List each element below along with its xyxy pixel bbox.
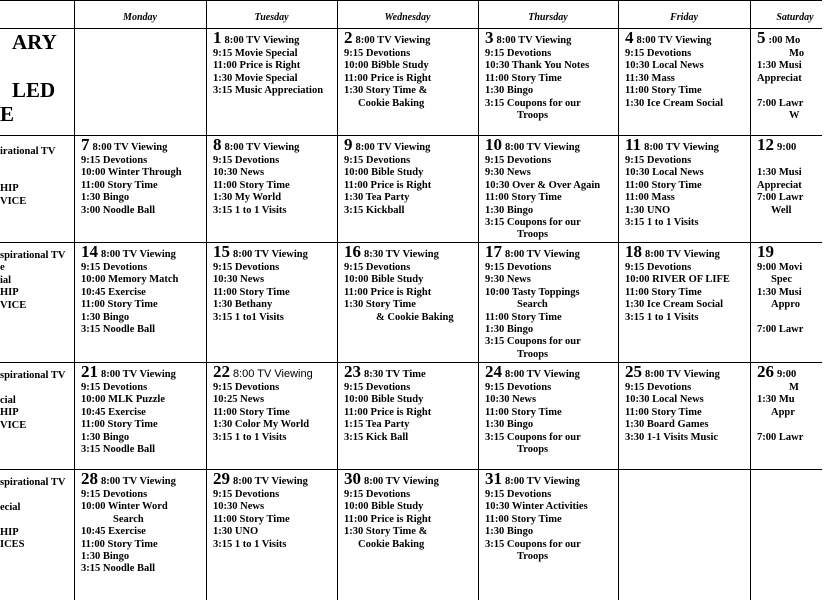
- day-cell-wednesday: [344, 137, 477, 217]
- sunday-cell: [0, 370, 65, 432]
- event-line: Appro: [771, 299, 800, 311]
- day-number: 29: [213, 469, 230, 488]
- event-line: 10:30 News: [213, 274, 265, 286]
- event-line: 9:15 Devotions: [485, 382, 552, 393]
- event-line: Appr: [771, 406, 795, 418]
- event-first: 9:00: [777, 142, 797, 153]
- grid-line: [206, 0, 207, 600]
- event-first: 8:00 TV Viewing: [233, 249, 308, 260]
- header-tuesday: Tuesday: [254, 12, 289, 23]
- event-line: 11:00 Story Time: [213, 179, 290, 191]
- event-line: 11:00 Story Time: [81, 179, 158, 191]
- day-number: 17: [485, 242, 502, 261]
- event-line: Cookie Baking: [358, 97, 425, 109]
- event-line: 10:30 Winter Activities: [485, 501, 588, 513]
- event-line: & Cookie Baking: [376, 311, 454, 323]
- event-line: 11:00 Price is Right: [344, 72, 432, 84]
- grid-line: [0, 0, 822, 1]
- event-line: 11:00 Story Time: [625, 406, 702, 418]
- event-first: 8:00 TV Viewing: [224, 35, 300, 46]
- day-cell-monday: [81, 244, 205, 336]
- sunday-line: HIP: [0, 407, 19, 419]
- sunday-line: [0, 514, 65, 526]
- day-cell-tuesday: [213, 364, 336, 444]
- event-line: 11:00 Story Time: [81, 299, 158, 311]
- event-first: 8:00 TV Viewing: [505, 369, 580, 380]
- header-friday: Friday: [670, 12, 698, 23]
- grid-line: [0, 28, 822, 29]
- day-cell-saturday: [757, 30, 839, 122]
- event-line: Troops: [517, 444, 549, 456]
- event-line: 11:00 Price is Right: [344, 179, 432, 191]
- event-line: 3:00 Noodle Ball: [81, 204, 156, 216]
- event-line: 9:15 Devotions: [625, 382, 692, 393]
- day-cell-monday: [81, 364, 205, 456]
- day-number: 7: [81, 135, 90, 154]
- grid-line: [750, 0, 751, 600]
- event-line: 9:15 Devotions: [485, 262, 552, 273]
- event-line: 9:15 Devotions: [213, 155, 280, 166]
- event-line: 1:30 Board Games: [625, 419, 709, 431]
- event-first: 8:00 TV Viewing: [505, 142, 580, 153]
- event-line: 9:15 Devotions: [485, 489, 552, 500]
- event-line: 1:30 Bingo: [81, 311, 130, 323]
- event-line: 9:15 Devotions: [625, 155, 692, 166]
- event-first: 8:00 TV Viewing: [644, 142, 719, 153]
- day-number: 22: [213, 362, 230, 381]
- event-line: 1:30 Story Time: [344, 299, 416, 311]
- day-cell-thursday: [485, 471, 617, 563]
- event-first: 8:00 TV Viewing: [355, 35, 431, 46]
- event-line: Cookie Baking: [358, 538, 425, 550]
- day-cell-thursday: [485, 137, 617, 242]
- sunday-line: HIP: [0, 287, 19, 299]
- event-line: 9:15 Devotions: [625, 262, 692, 273]
- event-line: M: [789, 382, 799, 393]
- sunday-line: cial: [0, 394, 16, 406]
- day-number: 5: [757, 28, 766, 47]
- event-line: 1:30 Bingo: [485, 204, 534, 216]
- event-line: 10:45 Exercise: [81, 286, 146, 298]
- day-cell-saturday: [757, 364, 839, 444]
- day-number: 12: [757, 135, 774, 154]
- event-first: 8:00 TV Viewing: [645, 249, 720, 260]
- event-line: 10:45 Exercise: [81, 526, 146, 538]
- day-number: 26: [757, 362, 774, 381]
- sunday-cell: [0, 250, 65, 312]
- day-cell-friday: [625, 137, 749, 229]
- event-line: 10:00 Tasty Toppings: [485, 286, 580, 298]
- event-line: 3:15 Kick Ball: [344, 431, 409, 443]
- event-line: Appreciat: [757, 72, 802, 84]
- event-line: 1:30 Mu: [757, 394, 795, 406]
- event-line: 11:00 Story Time: [625, 85, 702, 97]
- event-line: 10:00 Bi9ble Study: [344, 60, 429, 72]
- event-line: 11:00 Story Time: [485, 311, 562, 323]
- day-cell-tuesday: [213, 30, 336, 98]
- day-number: 28: [81, 469, 98, 488]
- event-line: 9:15 Devotions: [213, 382, 280, 393]
- event-line: 9:15 Devotions: [485, 48, 552, 59]
- event-line: 10:30 Over & Over Again: [485, 179, 601, 191]
- day-number: 25: [625, 362, 642, 381]
- day-number: 3: [485, 28, 494, 47]
- event-line: 9:15 Devotions: [81, 489, 148, 500]
- event-line: 10:00 Bible Study: [344, 501, 424, 513]
- event-line: 3:15 1 to1 Visits: [213, 311, 284, 323]
- event-first: 8:30 TV Time: [364, 369, 426, 380]
- day-number: 30: [344, 469, 361, 488]
- sunday-line: VICE: [0, 299, 27, 311]
- event-line: 9:15 Devotions: [344, 382, 411, 393]
- sunday-line: e: [0, 262, 5, 274]
- day-number: 23: [344, 362, 361, 381]
- event-line: Search: [517, 299, 548, 311]
- event-line: 10:30 Local News: [625, 394, 704, 406]
- event-line: [757, 155, 839, 167]
- event-line: 1:30 UNO: [213, 526, 259, 538]
- sunday-line: [0, 158, 56, 170]
- event-line: Search: [113, 513, 144, 525]
- event-line: Troops: [517, 348, 549, 360]
- day-number: 21: [81, 362, 98, 381]
- day-cell-monday: [81, 137, 205, 217]
- event-line: 3:15 Coupons for our: [485, 431, 581, 443]
- day-number: 1: [213, 28, 222, 47]
- event-line: 1:30 UNO: [625, 204, 671, 216]
- sunday-line: spirational TV: [0, 477, 66, 488]
- day-cell-friday: [625, 30, 749, 110]
- grid-line: [74, 0, 75, 600]
- event-line: 9:30 News: [485, 274, 531, 286]
- event-line: 1:30 Bingo: [485, 324, 534, 336]
- event-first: 8:00 TV Viewing: [233, 368, 313, 380]
- event-line: [757, 312, 839, 324]
- header-thursday: Thursday: [528, 12, 568, 23]
- event-line: 1:15 Tea Party: [344, 419, 410, 431]
- day-number: 31: [485, 469, 502, 488]
- event-line: 1:30 Color My World: [213, 419, 310, 431]
- day-number: 15: [213, 242, 230, 261]
- event-first: 8:00 TV Viewing: [636, 35, 712, 46]
- event-line: 9:15 Devotions: [485, 155, 552, 166]
- event-line: 10:30 News: [213, 501, 265, 513]
- event-line: 9:00 Movi: [757, 262, 803, 273]
- grid-line: [0, 362, 822, 363]
- sunday-line: VICE: [0, 419, 27, 431]
- event-line: 1:30 Tea Party: [344, 192, 410, 204]
- grid-line: [618, 0, 619, 600]
- event-line: 1:30 Bingo: [485, 419, 534, 431]
- event-first: 8:00 TV Viewing: [101, 249, 176, 260]
- day-cell-wednesday: [344, 30, 477, 110]
- event-line: 9:15 Devotions: [344, 155, 411, 166]
- event-line: 3:15 Coupons for our: [485, 538, 581, 550]
- sunday-line: ial: [0, 274, 12, 286]
- day-number: 2: [344, 28, 353, 47]
- event-first: 8:00 TV Viewing: [355, 142, 431, 153]
- event-line: 1:30 Musi: [757, 167, 802, 179]
- event-line: 3:15 Noodle Ball: [81, 444, 156, 456]
- event-line: 11:00 Story Time: [213, 406, 290, 418]
- event-line: 11:00 Price is Right: [213, 60, 301, 72]
- event-first: 8:00 TV Viewing: [233, 476, 308, 487]
- event-line: 11:00 Story Time: [213, 286, 290, 298]
- event-line: 11:00 Story Time: [485, 406, 562, 418]
- event-line: Troops: [517, 229, 549, 241]
- event-line: 10:30 News: [213, 167, 265, 179]
- event-line: 1:30 Ice Cream Social: [625, 97, 724, 109]
- event-line: 11:00 Story Time: [485, 513, 562, 525]
- event-line: 10:00 MLK Puzzle: [81, 394, 165, 406]
- event-line: 1:30 My World: [213, 192, 282, 204]
- sunday-cell: [0, 477, 65, 551]
- event-line: 9:15 Devotions: [344, 262, 411, 273]
- sunday-line: ICES: [0, 539, 25, 551]
- event-line: [757, 85, 839, 97]
- grid-line: [0, 242, 822, 243]
- day-number: 19: [757, 242, 774, 261]
- day-number: 9: [344, 135, 353, 154]
- sunday-line: VICE: [0, 195, 27, 207]
- event-line: 1:30 Bingo: [81, 192, 130, 204]
- header-monday: Monday: [123, 12, 157, 23]
- event-first: 8:00 TV Viewing: [101, 476, 176, 487]
- event-line: Spec: [771, 274, 792, 286]
- event-line: 3:15 Coupons for our: [485, 217, 581, 229]
- event-line: Appreciat: [757, 179, 802, 191]
- event-line: 3:15 Kickball: [344, 204, 405, 216]
- event-line: 3:15 1 to 1 Visits: [213, 538, 287, 550]
- header-saturday: Saturday: [776, 12, 814, 23]
- sunday-line: HIP: [0, 183, 19, 195]
- day-cell-thursday: [485, 364, 617, 456]
- event-line: 11:00 Story Time: [485, 192, 562, 204]
- event-line: 10:30 News: [485, 394, 537, 406]
- event-line: 11:00 Story Time: [81, 538, 158, 550]
- event-line: 10:45 Exercise: [81, 406, 146, 418]
- event-line: 1:30 Bingo: [485, 526, 534, 538]
- event-line: 10:00 Winter Through: [81, 167, 182, 179]
- grid-line: [478, 0, 479, 600]
- event-line: 9:15 Devotions: [81, 382, 148, 393]
- event-line: 1:30 Movie Special: [213, 72, 298, 84]
- event-line: 10:00 Winter Word: [81, 501, 168, 513]
- event-line: 7:00 Lawr: [757, 324, 804, 336]
- sunday-line: spirational TV: [0, 250, 66, 261]
- event-first: 8:00 TV Viewing: [92, 142, 168, 153]
- event-line: 3:30 1-1 Visits Music: [625, 431, 719, 443]
- event-line: 10:30 Local News: [625, 60, 704, 72]
- day-cell-wednesday: [344, 471, 477, 551]
- event-line: 9:15 Devotions: [213, 489, 280, 500]
- event-line: 11:00 Price is Right: [344, 286, 432, 298]
- day-cell-tuesday: [213, 471, 336, 551]
- day-cell-thursday: [485, 30, 617, 122]
- sunday-line: irational TV: [0, 146, 56, 157]
- event-line: Troops: [517, 110, 549, 122]
- event-line: 3:15 Music Appreciation: [213, 85, 324, 97]
- event-line: 7:00 Lawr: [757, 431, 804, 443]
- event-line: 10:30 Thank You Notes: [485, 60, 590, 72]
- event-line: 1:30 Bethany: [213, 299, 273, 311]
- event-line: 11:00 Story Time: [625, 286, 702, 298]
- event-line: Well: [771, 204, 792, 216]
- event-line: 3:15 1 to 1 Visits: [213, 431, 287, 443]
- event-line: 10:00 Bible Study: [344, 274, 424, 286]
- event-line: 3:15 1 to 1 Visits: [625, 311, 699, 323]
- day-cell-friday: [625, 364, 749, 444]
- event-first: 8:00 TV Viewing: [101, 369, 176, 380]
- event-first: 8:00 TV Viewing: [364, 476, 439, 487]
- event-line: 1:30 Story Time &: [344, 526, 428, 538]
- day-cell-tuesday: [213, 244, 336, 324]
- event-first: 8:00 TV Viewing: [505, 249, 580, 260]
- day-cell-wednesday: [344, 244, 477, 324]
- day-number: 24: [485, 362, 502, 381]
- event-line: 3:15 1 to 1 Visits: [625, 217, 699, 229]
- day-cell-thursday: [485, 244, 617, 361]
- event-line: 3:15 Noodle Ball: [81, 563, 156, 575]
- sunday-line: HIP: [0, 526, 19, 538]
- day-cell-friday: [625, 244, 749, 324]
- event-line: 10:00 Bible Study: [344, 167, 424, 179]
- sunday-line: ecial: [0, 501, 21, 513]
- event-line: 1:30 Bingo: [485, 85, 534, 97]
- event-line: 10:00 RIVER OF LIFE: [625, 274, 730, 286]
- event-line: 9:30 News: [485, 167, 531, 179]
- event-line: 1:30 Story Time &: [344, 85, 428, 97]
- calendar-title-line: E: [0, 102, 15, 126]
- grid-line: [337, 0, 338, 600]
- event-line: 11:00 Story Time: [485, 72, 562, 84]
- event-line: W: [789, 110, 800, 122]
- grid-line: [0, 469, 822, 470]
- event-line: [757, 419, 839, 431]
- event-line: 1:30 Musi: [757, 60, 802, 72]
- day-cell-tuesday: [213, 137, 336, 217]
- event-line: 11:00 Price is Right: [344, 513, 432, 525]
- event-first: 9:00: [777, 369, 797, 380]
- event-line: 9:15 Devotions: [81, 262, 148, 273]
- calendar-title-line: LED: [12, 78, 56, 102]
- event-line: 10:00 Bible Study: [344, 394, 424, 406]
- day-number: 14: [81, 242, 98, 261]
- day-number: 16: [344, 242, 361, 261]
- event-line: 1:30 Bingo: [81, 551, 130, 563]
- event-line: 11:00 Story Time: [213, 513, 290, 525]
- day-cell-wednesday: [344, 364, 477, 444]
- event-line: 11:30 Mass: [625, 72, 675, 84]
- event-line: 1:30 Musi: [757, 286, 802, 298]
- event-line: 3:15 Coupons for our: [485, 97, 581, 109]
- event-line: 9:15 Devotions: [344, 489, 411, 500]
- day-number: 11: [625, 135, 642, 154]
- event-line: 9:15 Devotions: [625, 48, 692, 59]
- sunday-line: [0, 489, 65, 501]
- day-cell-saturday: [757, 137, 839, 217]
- event-first: 8:00 TV Viewing: [505, 476, 580, 487]
- event-first: 8:00 TV Viewing: [224, 142, 300, 153]
- sunday-line: spirational TV: [0, 370, 66, 381]
- event-first: 8:30 TV Viewing: [364, 249, 439, 260]
- header-sunday: [0, 10, 74, 26]
- event-line: 9:15 Devotions: [344, 48, 411, 59]
- event-line: 10:30 Local News: [625, 167, 704, 179]
- day-number: 18: [625, 242, 642, 261]
- event-line: 11:00 Price is Right: [344, 406, 432, 418]
- event-line: 3:15 1 to 1 Visits: [213, 204, 287, 216]
- event-first: 8:00 TV Viewing: [496, 35, 572, 46]
- event-line: 1:30 Bingo: [81, 431, 130, 443]
- day-number: 4: [625, 28, 634, 47]
- day-number: 8: [213, 135, 222, 154]
- sunday-line: [0, 171, 56, 183]
- event-first: 8:00 TV Viewing: [645, 369, 720, 380]
- sunday-line: [0, 382, 65, 394]
- event-line: Mo: [789, 48, 805, 59]
- grid-line: [0, 135, 822, 136]
- event-line: 3:15 Coupons for our: [485, 336, 581, 348]
- day-cell-monday: [81, 471, 205, 576]
- event-line: 10:25 News: [213, 394, 265, 406]
- event-first: :00 Mo: [768, 35, 801, 46]
- event-line: 11:00 Story Time: [81, 419, 158, 431]
- event-line: Troops: [517, 551, 549, 563]
- event-line: 9:15 Movie Special: [213, 48, 298, 59]
- event-line: 3:15 Noodle Ball: [81, 324, 156, 336]
- event-line: 10:00 Memory Match: [81, 274, 179, 286]
- event-line: 11:00 Story Time: [625, 179, 702, 191]
- event-line: 9:15 Devotions: [81, 155, 148, 166]
- event-line: 1:30 Ice Cream Social: [625, 299, 724, 311]
- event-line: 9:15 Devotions: [213, 262, 280, 273]
- day-cell-saturday: [757, 244, 839, 336]
- event-line: 11:00 Mass: [625, 192, 675, 204]
- day-number: 10: [485, 135, 502, 154]
- calendar-title-line: ARY: [12, 30, 57, 54]
- event-line: 7:00 Lawr: [757, 192, 804, 204]
- event-line: 7:00 Lawr: [757, 97, 804, 109]
- header-wednesday: Wednesday: [384, 12, 431, 23]
- sunday-cell: [0, 146, 56, 208]
